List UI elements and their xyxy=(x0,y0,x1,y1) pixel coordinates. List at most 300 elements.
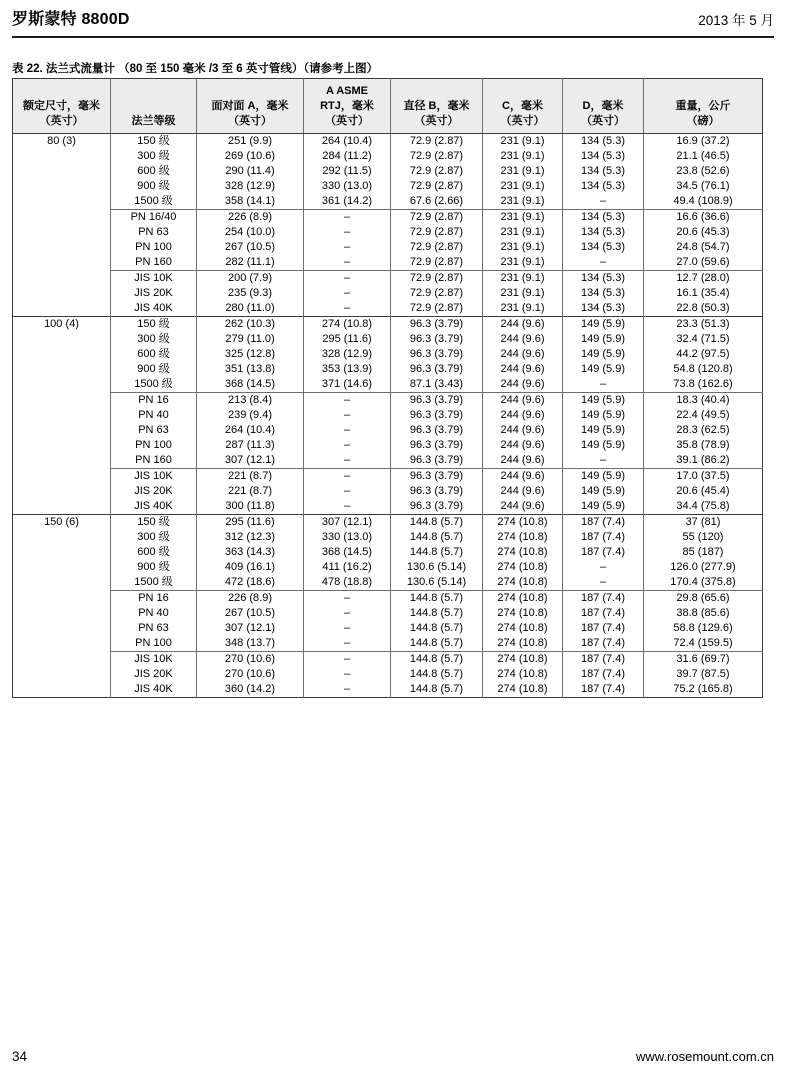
value-cell: 149 (5.9) xyxy=(563,393,644,409)
table-row xyxy=(13,317,763,333)
table-header xyxy=(13,79,763,134)
value-cell: 274 (10.8) xyxy=(483,606,563,621)
flange-class-cell: JIS 40K xyxy=(111,301,197,317)
value-cell: 244 (9.6) xyxy=(483,347,563,362)
value-cell: 144.8 (5.7) xyxy=(391,530,483,545)
value-cell: 67.6 (2.66) xyxy=(391,194,483,210)
column-header: A ASME RTJ，毫米 （英寸） xyxy=(304,79,391,134)
value-cell: 72.9 (2.87) xyxy=(391,149,483,164)
column-header: D，毫米 （英寸） xyxy=(563,79,644,134)
page-number: 34 xyxy=(12,1049,28,1064)
flange-class-cell: PN 16 xyxy=(111,591,197,607)
value-cell: 187 (7.4) xyxy=(563,652,644,668)
flange-class-cell: PN 100 xyxy=(111,636,197,652)
value-cell: 96.3 (3.79) xyxy=(391,408,483,423)
value-cell: 244 (9.6) xyxy=(483,484,563,499)
flange-class-cell: 150 级 xyxy=(111,134,197,150)
value-cell: 72.9 (2.87) xyxy=(391,255,483,271)
value-cell: 187 (7.4) xyxy=(563,636,644,652)
table-row xyxy=(13,636,763,652)
value-cell: – xyxy=(304,393,391,409)
value-cell: 264 (10.4) xyxy=(304,134,391,150)
flange-class-cell: 150 级 xyxy=(111,515,197,531)
value-cell: 254 (10.0) xyxy=(197,225,304,240)
value-cell: 411 (16.2) xyxy=(304,560,391,575)
value-cell: 144.8 (5.7) xyxy=(391,515,483,531)
value-cell: 213 (8.4) xyxy=(197,393,304,409)
value-cell: 478 (18.8) xyxy=(304,575,391,591)
value-cell: 87.1 (3.43) xyxy=(391,377,483,393)
value-cell: 231 (9.1) xyxy=(483,134,563,150)
value-cell: 130.6 (5.14) xyxy=(391,575,483,591)
value-cell: 72.9 (2.87) xyxy=(391,210,483,226)
value-cell: 130.6 (5.14) xyxy=(391,560,483,575)
flange-class-cell: JIS 10K xyxy=(111,271,197,287)
value-cell: 244 (9.6) xyxy=(483,317,563,333)
value-cell: 269 (10.6) xyxy=(197,149,304,164)
flange-class-cell: 600 级 xyxy=(111,545,197,560)
value-cell: 144.8 (5.7) xyxy=(391,591,483,607)
value-cell: 39.1 (86.2) xyxy=(644,453,763,469)
value-cell: 312 (12.3) xyxy=(197,530,304,545)
value-cell: 72.4 (159.5) xyxy=(644,636,763,652)
value-cell: 274 (10.8) xyxy=(304,317,391,333)
value-cell: 149 (5.9) xyxy=(563,317,644,333)
table-row xyxy=(13,149,763,164)
value-cell: 24.8 (54.7) xyxy=(644,240,763,255)
flange-class-cell: JIS 40K xyxy=(111,682,197,698)
value-cell: 361 (14.2) xyxy=(304,194,391,210)
value-cell: 134 (5.3) xyxy=(563,301,644,317)
flange-class-cell: 900 级 xyxy=(111,362,197,377)
value-cell: 144.8 (5.7) xyxy=(391,636,483,652)
value-cell: 221 (8.7) xyxy=(197,469,304,485)
value-cell: 187 (7.4) xyxy=(563,667,644,682)
flange-class-cell: 300 级 xyxy=(111,332,197,347)
value-cell: – xyxy=(304,408,391,423)
value-cell: – xyxy=(563,453,644,469)
value-cell: – xyxy=(304,271,391,287)
flange-class-cell: 1500 级 xyxy=(111,575,197,591)
value-cell: 54.8 (120.8) xyxy=(644,362,763,377)
value-cell: – xyxy=(304,438,391,453)
value-cell: 35.8 (78.9) xyxy=(644,438,763,453)
value-cell: 187 (7.4) xyxy=(563,515,644,531)
value-cell: 274 (10.8) xyxy=(483,667,563,682)
value-cell: 144.8 (5.7) xyxy=(391,545,483,560)
column-header: 法兰等级 xyxy=(111,79,197,134)
value-cell: – xyxy=(304,240,391,255)
flange-class-cell: PN 63 xyxy=(111,621,197,636)
value-cell: 231 (9.1) xyxy=(483,210,563,226)
value-cell: 251 (9.9) xyxy=(197,134,304,150)
value-cell: 244 (9.6) xyxy=(483,362,563,377)
value-cell: 134 (5.3) xyxy=(563,240,644,255)
value-cell: – xyxy=(304,636,391,652)
value-cell: – xyxy=(304,682,391,698)
value-cell: 244 (9.6) xyxy=(483,469,563,485)
table-body xyxy=(13,134,763,698)
value-cell: 49.4 (108.9) xyxy=(644,194,763,210)
table-row xyxy=(13,621,763,636)
value-cell: 328 (12.9) xyxy=(197,179,304,194)
value-cell: 96.3 (3.79) xyxy=(391,347,483,362)
table-row xyxy=(13,499,763,515)
value-cell: 149 (5.9) xyxy=(563,423,644,438)
value-cell: – xyxy=(304,469,391,485)
value-cell: – xyxy=(304,301,391,317)
table-row xyxy=(13,347,763,362)
flange-class-cell: JIS 10K xyxy=(111,652,197,668)
value-cell: – xyxy=(304,621,391,636)
table-row xyxy=(13,682,763,698)
value-cell: – xyxy=(304,286,391,301)
value-cell: 274 (10.8) xyxy=(483,636,563,652)
flange-class-cell: 600 级 xyxy=(111,164,197,179)
value-cell: 330 (13.0) xyxy=(304,179,391,194)
value-cell: 368 (14.5) xyxy=(304,545,391,560)
value-cell: 96.3 (3.79) xyxy=(391,362,483,377)
table-row xyxy=(13,560,763,575)
value-cell: 231 (9.1) xyxy=(483,164,563,179)
table-row xyxy=(13,179,763,194)
value-cell: 351 (13.8) xyxy=(197,362,304,377)
value-cell: 149 (5.9) xyxy=(563,362,644,377)
value-cell: 274 (10.8) xyxy=(483,575,563,591)
value-cell: 55 (120) xyxy=(644,530,763,545)
value-cell: 267 (10.5) xyxy=(197,240,304,255)
value-cell: 17.0 (37.5) xyxy=(644,469,763,485)
value-cell: – xyxy=(563,255,644,271)
value-cell: 34.4 (75.8) xyxy=(644,499,763,515)
value-cell: 18.3 (40.4) xyxy=(644,393,763,409)
value-cell: 144.8 (5.7) xyxy=(391,667,483,682)
column-header: C，毫米 （英寸） xyxy=(483,79,563,134)
value-cell: 21.1 (46.5) xyxy=(644,149,763,164)
value-cell: 170.4 (375.8) xyxy=(644,575,763,591)
value-cell: 23.3 (51.3) xyxy=(644,317,763,333)
value-cell: 134 (5.3) xyxy=(563,286,644,301)
flange-class-cell: PN 40 xyxy=(111,408,197,423)
table-row xyxy=(13,575,763,591)
value-cell: 16.6 (36.6) xyxy=(644,210,763,226)
value-cell: 282 (11.1) xyxy=(197,255,304,271)
column-header: 直径 B，毫米 （英寸） xyxy=(391,79,483,134)
value-cell: 96.3 (3.79) xyxy=(391,438,483,453)
value-cell: 149 (5.9) xyxy=(563,499,644,515)
document-title: 罗斯蒙特 8800D xyxy=(12,11,130,28)
value-cell: 149 (5.9) xyxy=(563,347,644,362)
flange-class-cell: 300 级 xyxy=(111,530,197,545)
value-cell: 22.8 (50.3) xyxy=(644,301,763,317)
value-cell: 72.9 (2.87) xyxy=(391,134,483,150)
value-cell: 187 (7.4) xyxy=(563,545,644,560)
table-row xyxy=(13,438,763,453)
flange-class-cell: 150 级 xyxy=(111,317,197,333)
flange-class-cell: 900 级 xyxy=(111,179,197,194)
flange-class-cell: 300 级 xyxy=(111,149,197,164)
value-cell: 274 (10.8) xyxy=(483,545,563,560)
table-row xyxy=(13,484,763,499)
value-cell: 290 (11.4) xyxy=(197,164,304,179)
value-cell: 274 (10.8) xyxy=(483,591,563,607)
table-row xyxy=(13,210,763,226)
value-cell: 72.9 (2.87) xyxy=(391,225,483,240)
value-cell: 134 (5.3) xyxy=(563,134,644,150)
value-cell: – xyxy=(304,255,391,271)
value-cell: 274 (10.8) xyxy=(483,621,563,636)
value-cell: 96.3 (3.79) xyxy=(391,332,483,347)
value-cell: 226 (8.9) xyxy=(197,210,304,226)
table-row xyxy=(13,530,763,545)
value-cell: 72.9 (2.87) xyxy=(391,271,483,287)
value-cell: – xyxy=(304,453,391,469)
value-cell: 244 (9.6) xyxy=(483,453,563,469)
table-row xyxy=(13,332,763,347)
value-cell: – xyxy=(304,225,391,240)
value-cell: 187 (7.4) xyxy=(563,606,644,621)
value-cell: 280 (11.0) xyxy=(197,301,304,317)
value-cell: 231 (9.1) xyxy=(483,149,563,164)
value-cell: 295 (11.6) xyxy=(304,332,391,347)
value-cell: 363 (14.3) xyxy=(197,545,304,560)
value-cell: 231 (9.1) xyxy=(483,255,563,271)
value-cell: 73.8 (162.6) xyxy=(644,377,763,393)
value-cell: 72.9 (2.87) xyxy=(391,240,483,255)
table-container xyxy=(12,78,763,698)
value-cell: 262 (10.3) xyxy=(197,317,304,333)
value-cell: 231 (9.1) xyxy=(483,194,563,210)
flange-class-cell: PN 40 xyxy=(111,606,197,621)
table-row xyxy=(13,164,763,179)
flange-class-cell: 1500 级 xyxy=(111,377,197,393)
table-row xyxy=(13,515,763,531)
flange-class-cell: 1500 级 xyxy=(111,194,197,210)
flange-class-cell: PN 160 xyxy=(111,255,197,271)
value-cell: 39.7 (87.5) xyxy=(644,667,763,682)
table-row xyxy=(13,393,763,409)
value-cell: 16.1 (35.4) xyxy=(644,286,763,301)
value-cell: 187 (7.4) xyxy=(563,530,644,545)
value-cell: 16.9 (37.2) xyxy=(644,134,763,150)
value-cell: 144.8 (5.7) xyxy=(391,682,483,698)
value-cell: – xyxy=(304,484,391,499)
value-cell: 231 (9.1) xyxy=(483,179,563,194)
value-cell: 72.9 (2.87) xyxy=(391,286,483,301)
table-row xyxy=(13,453,763,469)
value-cell: 72.9 (2.87) xyxy=(391,179,483,194)
value-cell: – xyxy=(563,575,644,591)
value-cell: 134 (5.3) xyxy=(563,149,644,164)
value-cell: 134 (5.3) xyxy=(563,164,644,179)
value-cell: 231 (9.1) xyxy=(483,286,563,301)
value-cell: 360 (14.2) xyxy=(197,682,304,698)
value-cell: 267 (10.5) xyxy=(197,606,304,621)
flange-class-cell: 600 级 xyxy=(111,347,197,362)
spec-table xyxy=(12,78,763,698)
flange-class-cell: PN 63 xyxy=(111,423,197,438)
value-cell: 358 (14.1) xyxy=(197,194,304,210)
value-cell: 371 (14.6) xyxy=(304,377,391,393)
value-cell: 126.0 (277.9) xyxy=(644,560,763,575)
value-cell: – xyxy=(304,499,391,515)
value-cell: 244 (9.6) xyxy=(483,377,563,393)
value-cell: 307 (12.1) xyxy=(304,515,391,531)
flange-class-cell: PN 63 xyxy=(111,225,197,240)
value-cell: 37 (81) xyxy=(644,515,763,531)
value-cell: 96.3 (3.79) xyxy=(391,484,483,499)
value-cell: 200 (7.9) xyxy=(197,271,304,287)
value-cell: – xyxy=(304,591,391,607)
value-cell: 307 (12.1) xyxy=(197,453,304,469)
document-date: 2013 年 5 月 xyxy=(698,13,774,28)
value-cell: 96.3 (3.79) xyxy=(391,469,483,485)
value-cell: 274 (10.8) xyxy=(483,682,563,698)
value-cell: 231 (9.1) xyxy=(483,225,563,240)
value-cell: 134 (5.3) xyxy=(563,271,644,287)
value-cell: 368 (14.5) xyxy=(197,377,304,393)
page-footer xyxy=(12,1049,774,1064)
value-cell: – xyxy=(304,667,391,682)
header-divider xyxy=(12,36,774,38)
value-cell: 244 (9.6) xyxy=(483,499,563,515)
table-row xyxy=(13,408,763,423)
value-cell: – xyxy=(304,210,391,226)
value-cell: 221 (8.7) xyxy=(197,484,304,499)
value-cell: 244 (9.6) xyxy=(483,438,563,453)
table-row xyxy=(13,301,763,317)
flange-class-cell: 900 级 xyxy=(111,560,197,575)
value-cell: 231 (9.1) xyxy=(483,301,563,317)
value-cell: 270 (10.6) xyxy=(197,652,304,668)
value-cell: 231 (9.1) xyxy=(483,271,563,287)
table-row xyxy=(13,545,763,560)
value-cell: 96.3 (3.79) xyxy=(391,317,483,333)
value-cell: 244 (9.6) xyxy=(483,408,563,423)
value-cell: – xyxy=(563,560,644,575)
value-cell: 244 (9.6) xyxy=(483,393,563,409)
value-cell: 28.3 (62.5) xyxy=(644,423,763,438)
table-title: 表 22. 法兰式流量计 （80 至 150 毫米 /3 至 6 英寸管线）（请参考上图） xyxy=(12,63,379,75)
value-cell: 29.8 (65.6) xyxy=(644,591,763,607)
value-cell: 34.5 (76.1) xyxy=(644,179,763,194)
value-cell: – xyxy=(563,194,644,210)
value-cell: 144.8 (5.7) xyxy=(391,652,483,668)
value-cell: 295 (11.6) xyxy=(197,515,304,531)
table-row xyxy=(13,286,763,301)
value-cell: – xyxy=(304,652,391,668)
flange-class-cell: PN 16 xyxy=(111,393,197,409)
table-row xyxy=(13,240,763,255)
value-cell: 284 (11.2) xyxy=(304,149,391,164)
value-cell: 23.8 (52.6) xyxy=(644,164,763,179)
value-cell: 75.2 (165.8) xyxy=(644,682,763,698)
flange-class-cell: JIS 20K xyxy=(111,286,197,301)
value-cell: 32.4 (71.5) xyxy=(644,332,763,347)
header-row xyxy=(13,79,763,134)
table-row xyxy=(13,362,763,377)
table-row xyxy=(13,606,763,621)
value-cell: 231 (9.1) xyxy=(483,240,563,255)
value-cell: 353 (13.9) xyxy=(304,362,391,377)
value-cell: 149 (5.9) xyxy=(563,438,644,453)
table-row xyxy=(13,423,763,438)
value-cell: 287 (11.3) xyxy=(197,438,304,453)
value-cell: 96.3 (3.79) xyxy=(391,499,483,515)
value-cell: 264 (10.4) xyxy=(197,423,304,438)
value-cell: – xyxy=(563,377,644,393)
value-cell: 274 (10.8) xyxy=(483,515,563,531)
value-cell: 187 (7.4) xyxy=(563,682,644,698)
table-row xyxy=(13,194,763,210)
table-row xyxy=(13,469,763,485)
value-cell: 38.8 (85.6) xyxy=(644,606,763,621)
value-cell: 58.8 (129.6) xyxy=(644,621,763,636)
value-cell: 472 (18.6) xyxy=(197,575,304,591)
value-cell: 300 (11.8) xyxy=(197,499,304,515)
value-cell: 348 (13.7) xyxy=(197,636,304,652)
value-cell: 274 (10.8) xyxy=(483,560,563,575)
table-row xyxy=(13,667,763,682)
value-cell: 144.8 (5.7) xyxy=(391,621,483,636)
value-cell: 187 (7.4) xyxy=(563,621,644,636)
column-header: 重量，公斤 （磅） xyxy=(644,79,763,134)
value-cell: 31.6 (69.7) xyxy=(644,652,763,668)
value-cell: 134 (5.3) xyxy=(563,179,644,194)
value-cell: 149 (5.9) xyxy=(563,484,644,499)
value-cell: 44.2 (97.5) xyxy=(644,347,763,362)
value-cell: 279 (11.0) xyxy=(197,332,304,347)
table-row xyxy=(13,255,763,271)
value-cell: 96.3 (3.79) xyxy=(391,453,483,469)
value-cell: 85 (187) xyxy=(644,545,763,560)
nominal-size-cell: 150 (6) xyxy=(13,515,111,698)
nominal-size-cell: 100 (4) xyxy=(13,317,111,515)
value-cell: 20.6 (45.4) xyxy=(644,484,763,499)
value-cell: 96.3 (3.79) xyxy=(391,393,483,409)
value-cell: 27.0 (59.6) xyxy=(644,255,763,271)
column-header: 额定尺寸，毫米 （英寸） xyxy=(13,79,111,134)
flange-class-cell: PN 100 xyxy=(111,240,197,255)
flange-class-cell: JIS 40K xyxy=(111,499,197,515)
page-header xyxy=(12,6,774,29)
flange-class-cell: JIS 20K xyxy=(111,484,197,499)
value-cell: 20.6 (45.3) xyxy=(644,225,763,240)
flange-class-cell: PN 16/40 xyxy=(111,210,197,226)
value-cell: 307 (12.1) xyxy=(197,621,304,636)
value-cell: 96.3 (3.79) xyxy=(391,423,483,438)
value-cell: 325 (12.8) xyxy=(197,347,304,362)
flange-class-cell: PN 160 xyxy=(111,453,197,469)
value-cell: 226 (8.9) xyxy=(197,591,304,607)
table-row xyxy=(13,225,763,240)
table-row xyxy=(13,591,763,607)
value-cell: 328 (12.9) xyxy=(304,347,391,362)
value-cell: 274 (10.8) xyxy=(483,530,563,545)
value-cell: 134 (5.3) xyxy=(563,210,644,226)
flange-class-cell: PN 100 xyxy=(111,438,197,453)
value-cell: 292 (11.5) xyxy=(304,164,391,179)
value-cell: 244 (9.6) xyxy=(483,332,563,347)
value-cell: 149 (5.9) xyxy=(563,332,644,347)
table-row xyxy=(13,377,763,393)
value-cell: 330 (13.0) xyxy=(304,530,391,545)
value-cell: 134 (5.3) xyxy=(563,225,644,240)
nominal-size-cell: 80 (3) xyxy=(13,134,111,317)
value-cell: – xyxy=(304,423,391,438)
table-row xyxy=(13,271,763,287)
value-cell: 409 (16.1) xyxy=(197,560,304,575)
